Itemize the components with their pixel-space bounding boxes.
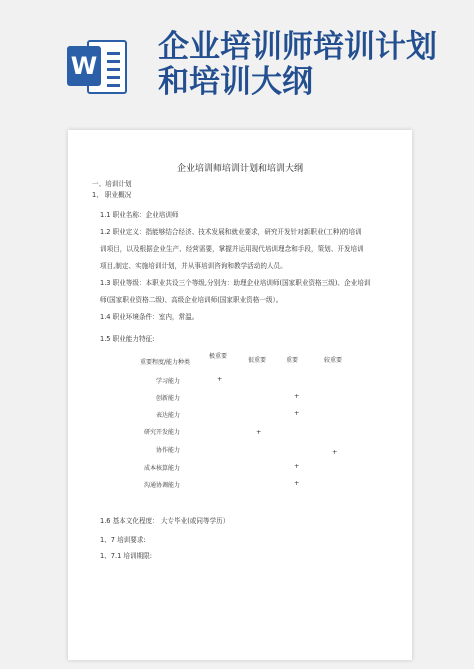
banner-title: 企业培训师培训计划和培训大纲 bbox=[158, 29, 437, 100]
matrix-row-label: 表达能力 bbox=[155, 412, 180, 419]
document-title: 企业培训师培训计划和培训大纲 bbox=[176, 164, 303, 174]
paragraph-line: 师(国家职业资格二级)、高级企业培训师(国家职业资格一级）。 bbox=[100, 296, 283, 304]
paragraph-line: 1.2 职业定义：指能够结合经济、技术发展和就业要求，研究开发针对新职业(工种)的培训 bbox=[100, 228, 362, 236]
matrix-level-header: 很重要 bbox=[248, 357, 267, 364]
paragraph-line: 1.3 职业等级：本职业共设三个等级,分别为：助理企业培训师(国家职业资格三级)、企业培训 bbox=[100, 279, 371, 287]
matrix-level-header: 重要 bbox=[286, 357, 299, 364]
paragraph-line: 1.6 基本文化程度： 大专毕业(或同等学历） bbox=[100, 517, 230, 525]
section-heading: 一、培训计划 bbox=[92, 180, 132, 188]
matrix-mark: + bbox=[294, 409, 300, 417]
matrix-row-label: 沟通协调能力 bbox=[143, 482, 180, 489]
matrix-mark: + bbox=[332, 448, 338, 456]
matrix-row-label: 学习能力 bbox=[155, 378, 180, 385]
word-document-icon bbox=[67, 36, 129, 98]
matrix-row-label: 研究开发能力 bbox=[143, 429, 180, 436]
paragraph-line: 1.1 职业名称：企业培训师 bbox=[100, 211, 179, 219]
matrix-level-header: 较重要 bbox=[324, 357, 343, 364]
paragraph-line: 1.4 职业环境条件：室内，常温。 bbox=[100, 313, 199, 321]
matrix-row-label: 成本核算能力 bbox=[143, 465, 180, 472]
matrix-row-label: 创新能力 bbox=[155, 395, 180, 402]
matrix-header-label: 重要程度/能力种类 bbox=[140, 359, 191, 366]
matrix-mark: + bbox=[294, 462, 300, 470]
matrix-mark: + bbox=[256, 428, 262, 436]
matrix-row-label: 协作能力 bbox=[155, 447, 180, 454]
header-banner bbox=[0, 0, 474, 112]
matrix-mark: + bbox=[294, 392, 300, 400]
paragraph-line: 1、7 培训要求: bbox=[100, 536, 146, 544]
paragraph-line: 训项目，以及根据企业生产、经营需要，掌握并运用现代培训理念和手段，策划、开发培训 bbox=[100, 245, 364, 253]
document-page bbox=[68, 130, 412, 660]
section-subheading: 1、 职业概况 bbox=[92, 191, 132, 199]
paragraph-line: 项目,制定、实施培训计划，并从事培训咨询和教学活动的人员。 bbox=[100, 262, 287, 270]
paragraph-line: 1.5 职业能力特征: bbox=[100, 335, 155, 343]
word-logo-letter: W bbox=[67, 46, 101, 86]
matrix-mark: + bbox=[294, 479, 300, 487]
paragraph-line: 1、7.1 培训期限: bbox=[100, 552, 152, 560]
matrix-mark: + bbox=[217, 375, 223, 383]
matrix-level-header: 极重要 bbox=[209, 353, 228, 360]
